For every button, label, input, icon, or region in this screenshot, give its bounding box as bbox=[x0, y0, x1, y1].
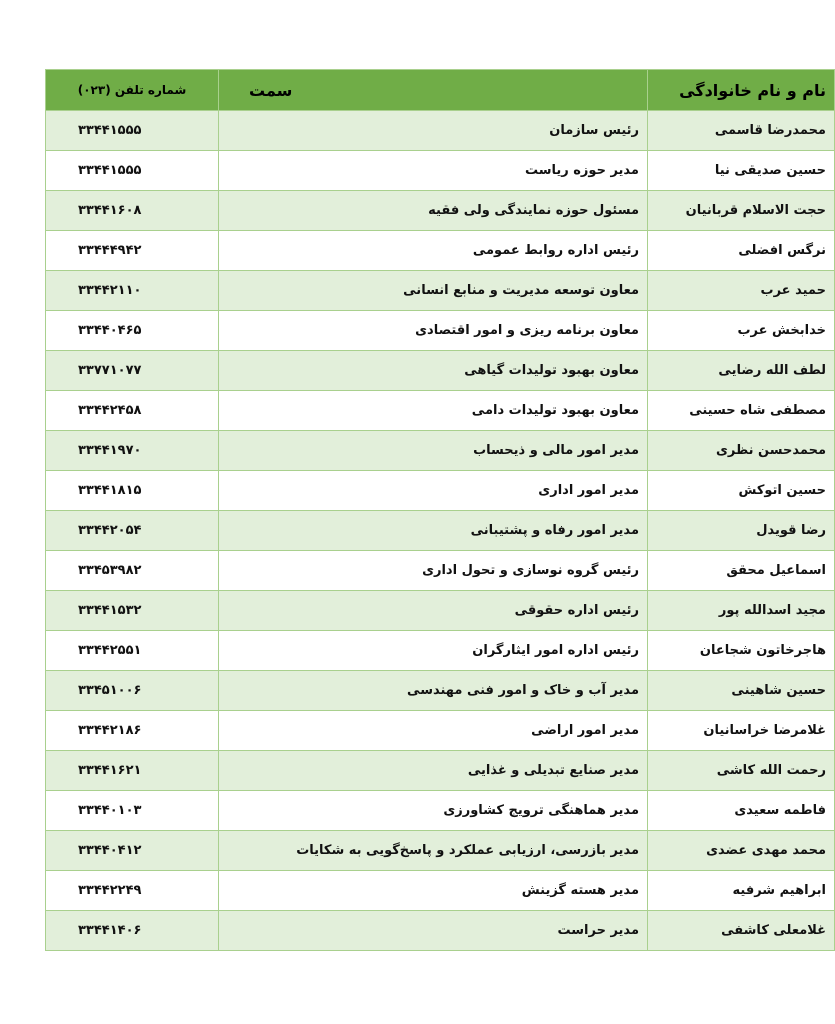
table-row bbox=[46, 191, 835, 231]
table-row bbox=[46, 871, 835, 911]
cell-phone: ۳۳۴۴۲۱۸۶ bbox=[46, 711, 219, 751]
cell-position: معاون برنامه ریزی و امور اقتصادی bbox=[219, 311, 648, 351]
cell-position: مدیر حوزه ریاست bbox=[219, 151, 648, 191]
table-row bbox=[46, 431, 835, 471]
table-header bbox=[46, 70, 835, 111]
cell-phone: ۳۳۴۴۱۹۷۰ bbox=[46, 431, 219, 471]
table-row bbox=[46, 391, 835, 431]
cell-position: مدیر امور مالی و ذیحساب bbox=[219, 431, 648, 471]
cell-position: معاون توسعه مدیریت و منابع انسانی bbox=[219, 271, 648, 311]
cell-phone: ۳۳۴۴۱۶۰۸ bbox=[46, 191, 219, 231]
table-row bbox=[46, 751, 835, 791]
table-row bbox=[46, 711, 835, 751]
table-row bbox=[46, 311, 835, 351]
cell-name: حمید عرب bbox=[648, 271, 835, 311]
cell-position: رئیس سازمان bbox=[219, 111, 648, 151]
table-row bbox=[46, 671, 835, 711]
cell-name: حسین اتوکش bbox=[648, 471, 835, 511]
cell-name: ابراهیم شرفیه bbox=[648, 871, 835, 911]
cell-name: حسین صدیقی نیا bbox=[648, 151, 835, 191]
cell-phone: ۳۳۴۴۱۴۰۶ bbox=[46, 911, 219, 951]
cell-name: محمدرضا قاسمی bbox=[648, 111, 835, 151]
cell-phone: ۳۳۴۴۱۵۵۵ bbox=[46, 151, 219, 191]
header-phone: شماره تلفن (۰۲۳) bbox=[46, 70, 219, 111]
cell-phone: ۳۳۴۴۲۵۵۱ bbox=[46, 631, 219, 671]
cell-phone: ۳۳۴۴۰۴۱۲ bbox=[46, 831, 219, 871]
cell-phone: ۳۳۴۴۰۱۰۳ bbox=[46, 791, 219, 831]
cell-position: مدیر آب و خاک و امور فنی مهندسی bbox=[219, 671, 648, 711]
contact-directory-table bbox=[45, 69, 835, 951]
cell-name: رضا قویدل bbox=[648, 511, 835, 551]
cell-position: معاون بهبود تولیدات دامی bbox=[219, 391, 648, 431]
table-row bbox=[46, 591, 835, 631]
cell-name: فاطمه سعیدی bbox=[648, 791, 835, 831]
cell-name: غلامعلی کاشفی bbox=[648, 911, 835, 951]
cell-phone: ۳۳۴۴۲۲۴۹ bbox=[46, 871, 219, 911]
table-row bbox=[46, 271, 835, 311]
cell-name: محمد مهدی عضدی bbox=[648, 831, 835, 871]
cell-phone: ۳۳۴۴۱۵۵۵ bbox=[46, 111, 219, 151]
cell-name: محمدحسن نظری bbox=[648, 431, 835, 471]
table-row bbox=[46, 791, 835, 831]
table-row bbox=[46, 511, 835, 551]
table-row bbox=[46, 151, 835, 191]
cell-name: هاجرخاتون شجاعان bbox=[648, 631, 835, 671]
cell-phone: ۳۳۴۴۲۴۵۸ bbox=[46, 391, 219, 431]
cell-position: مدیر حراست bbox=[219, 911, 648, 951]
cell-position: مدیر امور رفاه و پشتیبانی bbox=[219, 511, 648, 551]
table-body bbox=[46, 111, 835, 951]
table-row bbox=[46, 351, 835, 391]
cell-position: مسئول حوزه نمایندگی ولی فقیه bbox=[219, 191, 648, 231]
cell-name: مجید اسدالله پور bbox=[648, 591, 835, 631]
cell-phone: ۳۳۴۴۲۱۱۰ bbox=[46, 271, 219, 311]
cell-position: رئیس اداره روابط عمومی bbox=[219, 231, 648, 271]
cell-name: رحمت الله کاشی bbox=[648, 751, 835, 791]
cell-position: مدیر امور اراضی bbox=[219, 711, 648, 751]
cell-phone: ۳۳۴۴۱۸۱۵ bbox=[46, 471, 219, 511]
cell-name: لطف الله رضایی bbox=[648, 351, 835, 391]
cell-position: رئیس گروه نوسازی و تحول اداری bbox=[219, 551, 648, 591]
cell-phone: ۳۳۴۴۰۴۶۵ bbox=[46, 311, 219, 351]
cell-name: نرگس افضلی bbox=[648, 231, 835, 271]
cell-name: مصطفی شاه حسینی bbox=[648, 391, 835, 431]
cell-name: حجت الاسلام قربانیان bbox=[648, 191, 835, 231]
cell-phone: ۳۳۴۴۱۶۲۱ bbox=[46, 751, 219, 791]
cell-position: مدیر هماهنگی ترویج کشاورزی bbox=[219, 791, 648, 831]
cell-position: معاون بهبود تولیدات گیاهی bbox=[219, 351, 648, 391]
table-row bbox=[46, 631, 835, 671]
cell-phone: ۳۳۴۵۱۰۰۶ bbox=[46, 671, 219, 711]
table-row bbox=[46, 911, 835, 951]
cell-name: غلامرضا خراسانیان bbox=[648, 711, 835, 751]
table-row bbox=[46, 471, 835, 511]
table-row bbox=[46, 231, 835, 271]
header-row bbox=[46, 70, 835, 111]
cell-phone: ۳۳۴۴۱۵۳۲ bbox=[46, 591, 219, 631]
cell-name: حسین شاهینی bbox=[648, 671, 835, 711]
table-row bbox=[46, 551, 835, 591]
header-position: سمت bbox=[219, 70, 648, 111]
cell-position: رئیس اداره حقوقی bbox=[219, 591, 648, 631]
cell-phone: ۳۳۴۴۲۰۵۴ bbox=[46, 511, 219, 551]
cell-phone: ۳۳۴۵۳۹۸۲ bbox=[46, 551, 219, 591]
cell-position: مدیر امور اداری bbox=[219, 471, 648, 511]
cell-phone: ۳۳۴۴۴۹۴۲ bbox=[46, 231, 219, 271]
cell-position: رئیس اداره امور ایثارگران bbox=[219, 631, 648, 671]
cell-position: مدیر هسته گزینش bbox=[219, 871, 648, 911]
table-row bbox=[46, 831, 835, 871]
cell-name: اسماعیل محقق bbox=[648, 551, 835, 591]
cell-position: مدیر صنایع تبدیلی و غذایی bbox=[219, 751, 648, 791]
table-row bbox=[46, 111, 835, 151]
cell-name: خدابخش عرب bbox=[648, 311, 835, 351]
cell-position: مدیر بازرسی، ارزیابی عملکرد و پاسخ‌گویی به شکایات bbox=[219, 831, 648, 871]
header-name: نام و نام خانوادگی bbox=[648, 70, 835, 111]
cell-phone: ۳۳۷۷۱۰۷۷ bbox=[46, 351, 219, 391]
